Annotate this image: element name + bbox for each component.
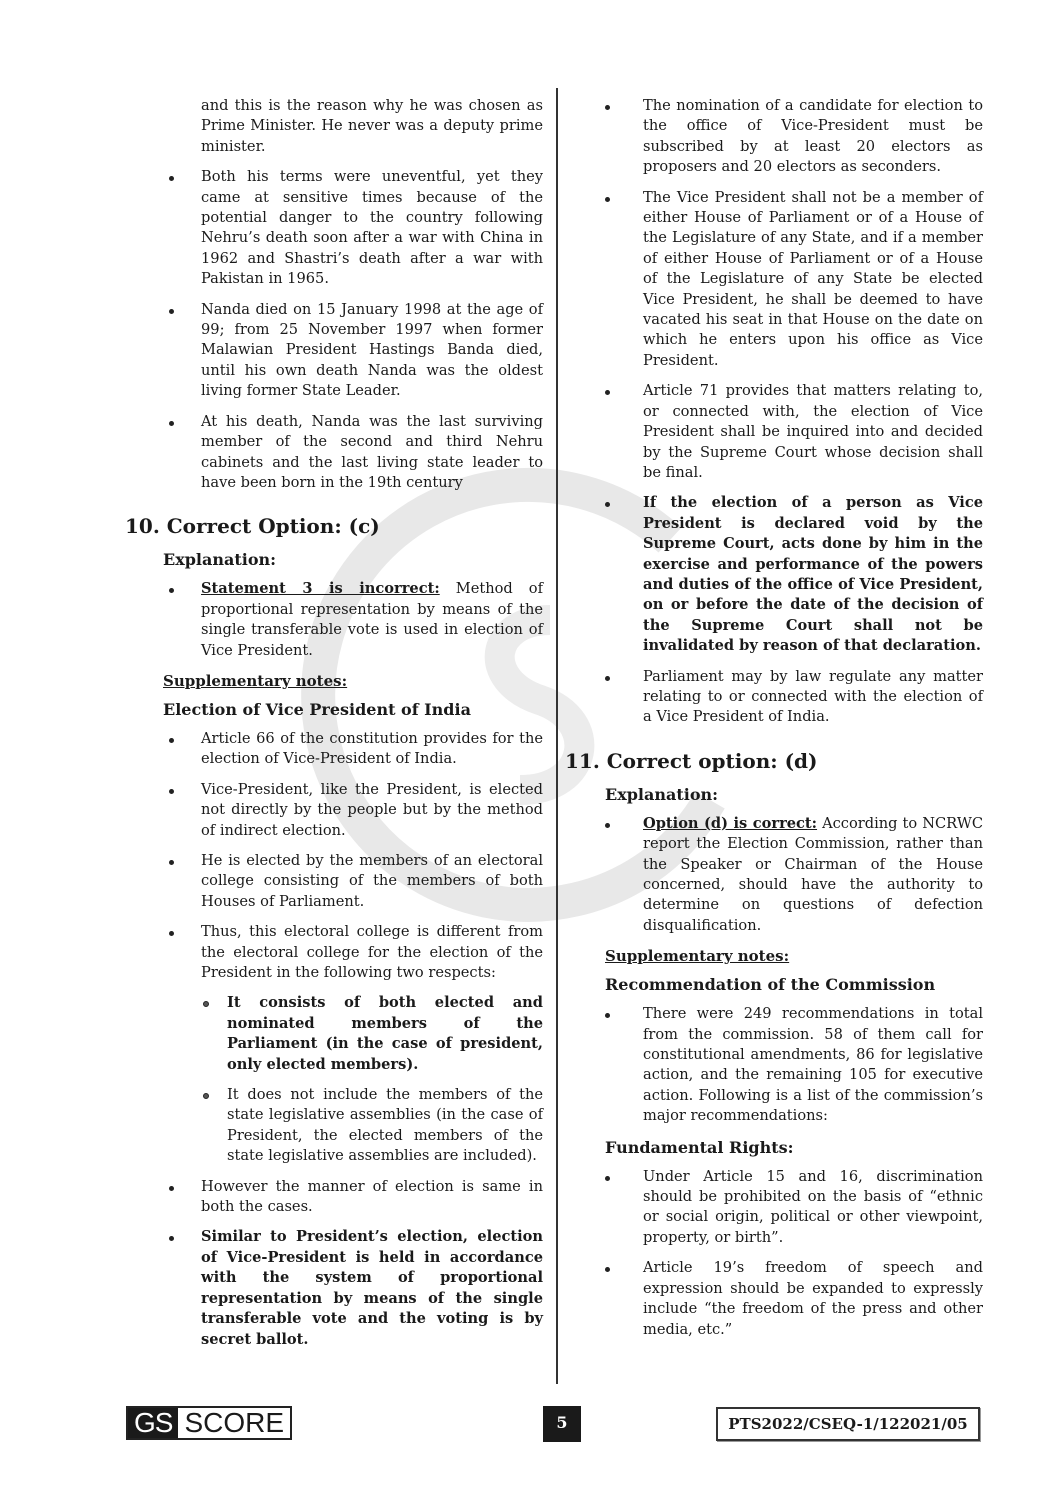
bullet-icon — [169, 1236, 174, 1241]
list-item: Similar to President’s election, election of Vice-President is held in accordance with the system of proportional representation by means of the single transferable vote and the voting is by secret ballot. — [125, 1227, 543, 1349]
list-item: Option (d) is correct: According to NCRWC report the Election Commission, rather than the Speaker or Chairman of the House concerned, should have the authority to determine on questions of defection disqualification. — [603, 814, 983, 936]
gs-score-logo — [126, 1406, 292, 1440]
bullet-icon — [605, 105, 610, 110]
statement-label: Statement 3 is incorrect: — [201, 580, 440, 598]
bullet-icon — [605, 502, 610, 507]
bullet-icon — [605, 1176, 610, 1181]
continued-paragraph: and this is the reason why he was chosen as Prime Minister. He never was a deputy prime minister. — [201, 97, 543, 155]
list-item: Article 66 of the constitution provides for the election of Vice-President of India. — [125, 729, 543, 770]
explanation-label: Explanation: — [163, 550, 277, 570]
bullet-icon — [605, 823, 610, 828]
list-item: Nanda died on 15 January 1998 at the age of 99; from 25 November 1997 when former Malawian President Hastings Banda died, until his own death Nanda was the oldest living former State Leader. — [125, 300, 543, 402]
bullet-icon — [605, 1013, 610, 1018]
list-item: Under Article 15 and 16, discrimination should be prohibited on the basis of “ethnic or social origin, political or other viewpoint, property, or birth”. — [603, 1167, 983, 1249]
list-item: He is elected by the members of an electoral college consisting of the members of both Houses of Parliament. — [125, 851, 543, 912]
bullet-icon — [169, 421, 174, 426]
logo-gs-text: GS — [128, 1408, 178, 1438]
sub-list-item: It does not include the members of the state legislative assemblies (in the case of President, the elected members of the state legislative assemblies are included). — [125, 1085, 543, 1167]
bullet-icon — [169, 588, 174, 593]
bullet-icon — [169, 738, 174, 743]
left-column — [125, 96, 543, 1360]
fundamental-rights-heading: Fundamental Rights: — [605, 1137, 794, 1157]
bullet-icon — [169, 176, 174, 181]
topic-heading: Recommendation of the Commission — [605, 975, 936, 995]
bullet-icon — [169, 931, 174, 936]
bullet-icon — [169, 309, 174, 314]
bullet-icon — [605, 676, 610, 681]
bullet-icon — [169, 1186, 174, 1191]
list-item: There were 249 recommendations in total from the commission. 58 of them call for constitutional amendments, 86 for legislative action, and the remaining 105 for executive action. Following is a list of the commission’s major recommendations: — [603, 1004, 983, 1126]
list-item: The nomination of a candidate for election to the office of Vice-President must be subscribed by at least 20 electors as proposers and 20 electors as seconders. — [603, 96, 983, 178]
question-11-heading: 11. Correct option: (d) — [565, 748, 818, 773]
bullet-icon — [169, 860, 174, 865]
list-item: Parliament may by law regulate any matter relating to or connected with the election of a Vice President of India. — [603, 667, 983, 728]
sub-bullet-icon — [203, 1001, 209, 1007]
sub-bullet-icon — [203, 1093, 209, 1099]
list-item: At his death, Nanda was the last surviving member of the second and third Nehru cabinets and the last living state leader to have been born in the 19th century — [125, 412, 543, 494]
list-item: Statement 3 is incorrect: Method of proportional representation by means of the single transferable vote is used in election of Vice President. — [125, 579, 543, 661]
bullet-icon — [605, 1267, 610, 1272]
list-item: Article 19’s freedom of speech and expression should be expanded to expressly include “the freedom of the press and other media, etc.” — [603, 1258, 983, 1340]
bullet-icon — [169, 789, 174, 794]
logo-score-text: SCORE — [178, 1408, 290, 1438]
document-code: PTS2022/CSEQ-1/122021/05 — [716, 1407, 980, 1441]
list-item: Thus, this electoral college is different from the electoral college for the election of the President in the following two respects: — [125, 922, 543, 983]
option-label: Option (d) is correct: — [643, 814, 818, 832]
sub-list-item: It consists of both elected and nominated members of the Parliament (in the case of president, only elected members). — [125, 993, 543, 1075]
list-item: Article 71 provides that matters relating to, or connected with, the election of Vice President shall be inquired into and decided by the Supreme Court whose decision shall be final. — [603, 381, 983, 483]
bullet-icon — [605, 390, 610, 395]
list-item: However the manner of election is same in both the cases. — [125, 1177, 543, 1218]
topic-heading: Election of Vice President of India — [163, 699, 471, 719]
list-item: Both his terms were uneventful, yet they came at sensitive times because of the potential danger to the country following Nehru’s death soon after a war with China in 1962 and Shastri’s death after a war with Pakistan in 1965. — [125, 167, 543, 289]
right-column — [565, 96, 983, 1350]
supplementary-notes-label: Supplementary notes: — [163, 671, 348, 690]
list-item: The Vice President shall not be a member of either House of Parliament or of a House of the Legislature of any State, and if a member of either House of Parliament or of a House of the Legislature of any State be elected Vice President, he shall be deemed to have vacated his seat in that House on the date on which he enters upon his office as Vice President. — [603, 188, 983, 372]
bullet-icon — [605, 197, 610, 202]
explanation-label: Explanation: — [605, 784, 719, 804]
list-item: Vice-President, like the President, is elected not directly by the people but by the method of indirect election. — [125, 780, 543, 841]
page-number: 5 — [543, 1406, 581, 1442]
list-item: If the election of a person as Vice President is declared void by the Supreme Court, acts done by him in the exercise and performance of the powers and duties of the office of Vice President, on or before the date of the decision of the Supreme Court shall not be invalidated by reason of that declaration. — [603, 493, 983, 656]
question-10-heading: 10. Correct Option: (c) — [125, 514, 380, 539]
column-divider — [556, 88, 558, 1384]
supplementary-notes-label: Supplementary notes: — [605, 947, 790, 966]
